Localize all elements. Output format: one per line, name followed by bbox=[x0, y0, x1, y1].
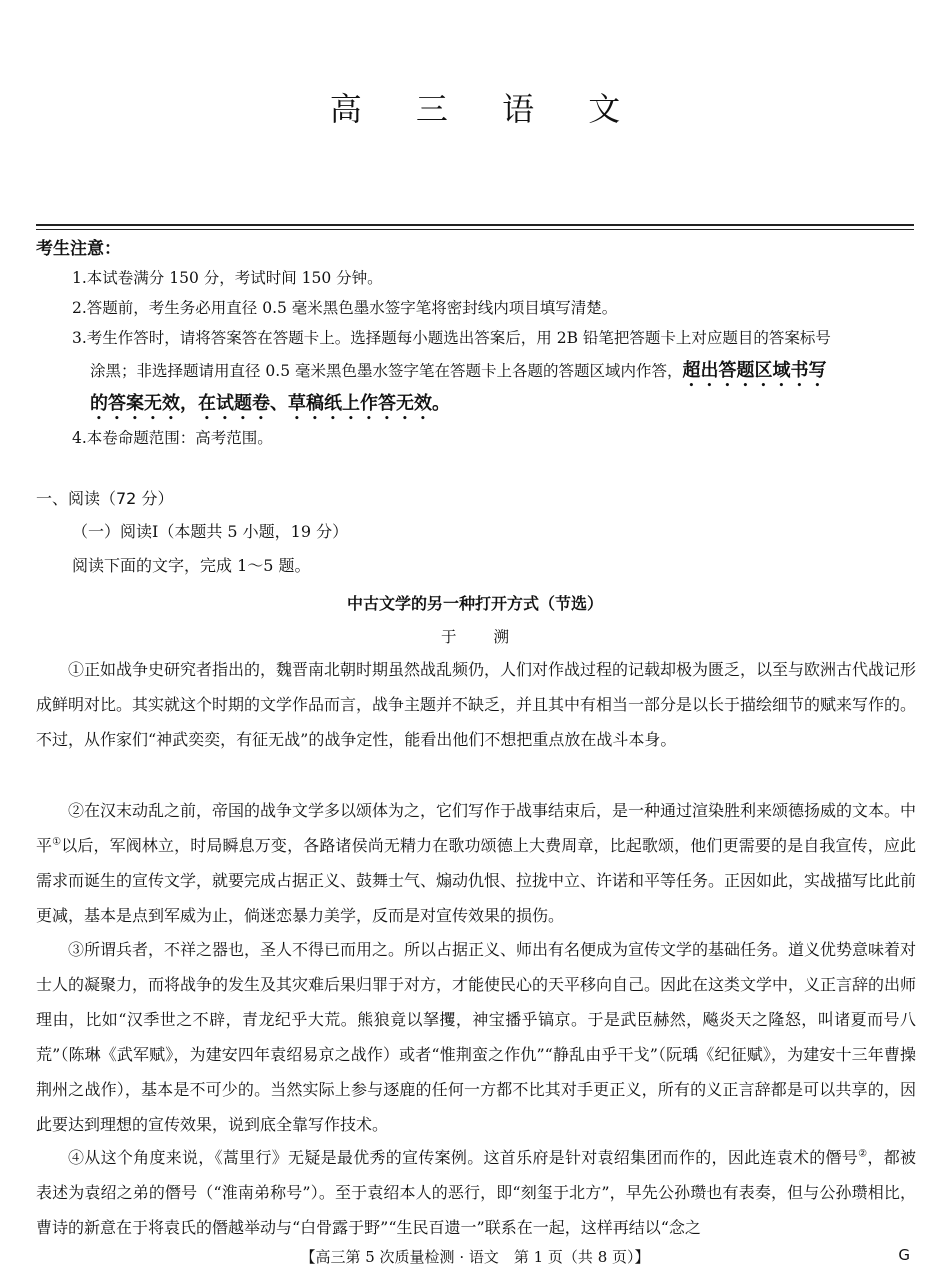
subsection-heading: （一）阅读Ⅰ（本题共 5 小题，19 分） bbox=[72, 522, 349, 541]
notice-heading: 考生注意： bbox=[36, 239, 121, 259]
paragraph-4-text-a: ④从这个角度来说，《蒿里行》无疑是最优秀的宣传案例。这首乐府是针对袁绍集团而作的，因此连袁术的僭号 bbox=[68, 1148, 859, 1167]
notice-item-3-emphasis-2: 的答案无效，在试题卷、草稿纸上作答无效。 bbox=[90, 393, 450, 414]
notice-item-3-line2 bbox=[90, 360, 827, 391]
notice-item-3-line1: 3.考生作答时，请将答案答在答题卡上。选择题每小题选出答案后，用 2B 铅笔把答题卡上对应题目的答案标号 bbox=[72, 329, 831, 347]
page-title: 高 三 语 文 bbox=[329, 90, 643, 128]
paper-code: G bbox=[898, 1246, 910, 1264]
header-divider bbox=[36, 224, 914, 226]
notice-item-1: 1.本试卷满分 150 分，考试时间 150 分钟。 bbox=[72, 269, 383, 287]
reading-instruction: 阅读下面的文字，完成 1～5 题。 bbox=[72, 556, 311, 575]
notice-item-2: 2.答题前，考生务必用直径 0.5 毫米黑色墨水签字笔将密封线内项目填写清楚。 bbox=[72, 299, 618, 317]
paragraph-4-text-b: ，都被表述为袁绍之弟的僭号（“淮南弟称号”）。至于袁绍本人的恶行，即“刻玺于北方”，早先公孙瓒也有表奏，但与公孙瓒相比，曹诗的新意在于将袁氏的僭越举动与“白骨露于野”“生民百遗一”联系在一起，这样再结以“念之 bbox=[36, 1148, 916, 1237]
notice-item-3-emphasis: 超出答题区域书写 bbox=[682, 360, 827, 381]
section-heading: 一、阅读（72 分） bbox=[36, 489, 174, 508]
footnote-ref-1: ① bbox=[52, 836, 62, 848]
paragraph-2-text-b: 以后，军阀林立，时局瞬息万变，各路诸侯尚无精力在歌功颂德上大费周章，比起歌颂，他们更需要的是自我宣传，应此需求而诞生的宣传文学，就要完成占据正义、鼓舞士气、煽动仇恨、拉拢中立、许诺和平等任务。正因如此，实战描写比此前更减，基本是点到军威为止，倘迷恋暴力美学，反而是对宣传效果的损伤。 bbox=[36, 836, 917, 925]
paragraph-2-text-a: ②在汉末动乱之前，帝国的战争文学多以颂体为之，它们写作于战事结束后，是一种通过渲染胜利来颂德扬威的文本。中平 bbox=[36, 801, 917, 855]
paragraph-2 bbox=[36, 793, 916, 933]
header-divider-thin bbox=[36, 229, 914, 230]
notice-item-3-plain: 涂黑；非选择题请用直径 0.5 毫米黑色墨水签字笔在答题卡上各题的答题区域内作答， bbox=[90, 362, 683, 380]
notice-item-3-line3 bbox=[90, 393, 450, 424]
paragraph-4 bbox=[36, 1140, 916, 1245]
footnote-ref-2: ② bbox=[858, 1148, 868, 1160]
paragraph-1: ①正如战争史研究者指出的，魏晋南北朝时期虽然战乱频仍，人们对作战过程的记载却极为匮乏，以至与欧洲古代战记形成鲜明对比。其实就这个时期的文学作品而言，战争主题并不缺乏，并且其中有相当一部分是以长于描绘细节的赋来写作的。不过，从作家们“神武奕奕，有征无战”的战争定性，能看出他们不想把重点放在战斗本身。 bbox=[36, 660, 917, 749]
essay-author: 于 溯 bbox=[441, 628, 525, 646]
notice-item-4: 4.本卷命题范围：高考范围。 bbox=[72, 429, 273, 447]
paragraph-3: ③所谓兵者，不祥之器也，圣人不得已而用之。所以占据正义、师出有名便成为宣传文学的基础任务。道义优势意味着对士人的凝聚力，而将战争的发生及其灾难后果归罪于对方，才能使民心的天平移向自己。因此在这类文学中，义正言辞的出师理由，比如“汉季世之不辟，青龙纪乎大荒。熊狼竟以拏攫，神宝播乎镐京。于是武臣赫然，飚炎天之隆怒，叫诸夏而号八荒”（陈琳《武军赋》，为建安四年袁绍易京之战作）或者“惟荆蛮之作仇”“静乱由乎干戈”（阮瑀《纪征赋》，为建安十三年曹操荆州之战作），基本是不可少的。当然实际上参与逐鹿的任何一方都不比其对手更正义，所有的义正言辞都是可以共享的，因此要达到理想的宣传效果，说到底全靠写作技术。 bbox=[36, 940, 917, 1134]
page-footer: 【高三第 5 次质量检测 · 语文 第 1 页（共 8 页）】 bbox=[300, 1248, 650, 1266]
essay-title: 中古文学的另一种打开方式（节选） bbox=[346, 594, 603, 613]
